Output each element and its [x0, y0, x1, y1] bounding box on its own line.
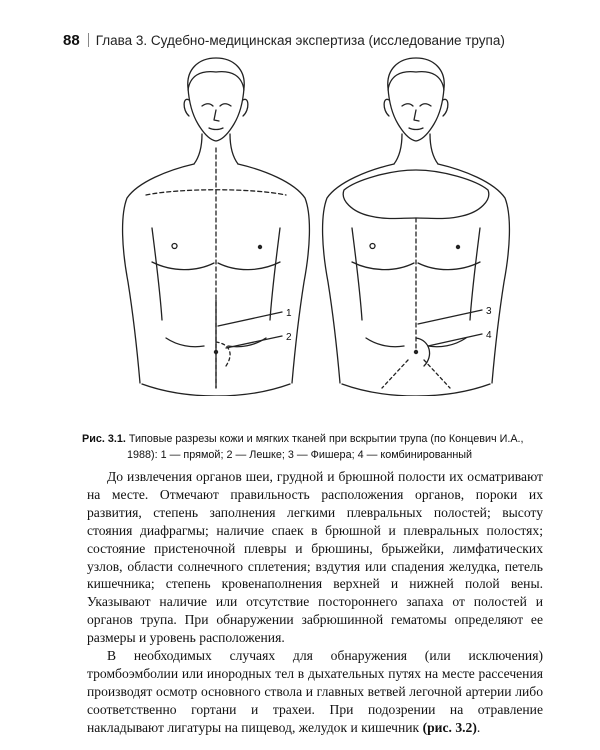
- header-divider: [88, 33, 89, 47]
- figure-incision-diagram: [100, 50, 520, 396]
- head-outline-right: [388, 58, 444, 141]
- paragraph-2: [87, 647, 543, 737]
- nipple-right-1: [370, 244, 375, 249]
- torso-left: [123, 58, 310, 396]
- caption-label: Рис. 3.1.: [82, 433, 126, 445]
- callout-2: 2: [286, 332, 292, 343]
- torso-right: [323, 58, 510, 396]
- ear-left-2: [243, 99, 248, 116]
- eyes-right: [402, 104, 431, 106]
- body-text: [87, 468, 543, 737]
- running-title: Глава 3. Судебно-медицинская экспертиза (исследование трупа): [95, 32, 505, 48]
- leader-line-2: [226, 336, 282, 348]
- figure-caption: [82, 431, 552, 463]
- caption-line-1: Типовые разрезы кожи и мягких тканей при вскрытии трупа (по Концевич И.А.,: [128, 433, 524, 445]
- hair-left: [188, 72, 244, 90]
- waist-right: [342, 384, 490, 396]
- page-header: [63, 30, 543, 50]
- caption-line-2: 1988): 1 — прямой; 2 — Лешке; 3 — Фишера; 4 — комбинированный: [127, 449, 473, 461]
- callout-3: 3: [486, 306, 492, 317]
- nipple-left-2: [258, 245, 262, 249]
- nipple-left-1: [172, 244, 177, 249]
- eyes-left: [202, 104, 231, 106]
- callout-1: 1: [286, 308, 292, 319]
- leader-line-3: [418, 310, 482, 324]
- mouth-left: [209, 128, 223, 130]
- ear-left-1: [184, 99, 189, 116]
- nose-left: [214, 110, 219, 121]
- paragraph-1: До извлечения органов шеи, грудной и брюшной полости их осматривают на месте. Отмечают правильность расположения органов, пороки их развития, степень заполнения легкими плевральных полостей; высоту стояния диафрагмы; наличие спаек в брюшной и плевральных полостях; состояние пристеночной плевры и брюшины, брыжейки, лимфатических узлов, области солнечного сплетения; вздутия или спадения желудка, петель кишечника; степень кровенаполнения верхней и нижней полой вены. Указывают наличие или отсутствие постороннего запаха от полостей и органов трупа. При обнаружении забрюшинной гематомы определяют ее размеры и уровень расположения.: [87, 469, 543, 646]
- page-number: 88: [63, 31, 80, 49]
- head-outline-left: [188, 58, 244, 141]
- paragraph-2-end: .: [476, 719, 481, 735]
- incision-fischer-collar: [343, 170, 489, 219]
- neck-right: [394, 134, 438, 164]
- mouth-right: [409, 128, 423, 130]
- figure-reference: (рис. 3.2): [422, 719, 477, 735]
- incision-pelvic-left: [382, 360, 450, 388]
- leader-line-1: [218, 312, 282, 326]
- hair-right: [388, 72, 444, 90]
- navel-right: [414, 350, 418, 354]
- callout-4: 4: [486, 330, 492, 341]
- nose-right: [414, 110, 419, 121]
- ear-right-1: [384, 99, 389, 116]
- nipple-right-2: [456, 245, 460, 249]
- paragraph-2-text: В необходимых случаях для обнаружения (или исключения) тромбоэмболии или инородных тел в дыхательных путях на месте рассечения производят осмотр основного ствола и главных ветвей легочной артерии либо соответственно гортани и трахеи. При подозрении на отравление накладывают лигатуры на пищевод, желудок и кишечник: [87, 648, 543, 735]
- ear-right-2: [443, 99, 448, 116]
